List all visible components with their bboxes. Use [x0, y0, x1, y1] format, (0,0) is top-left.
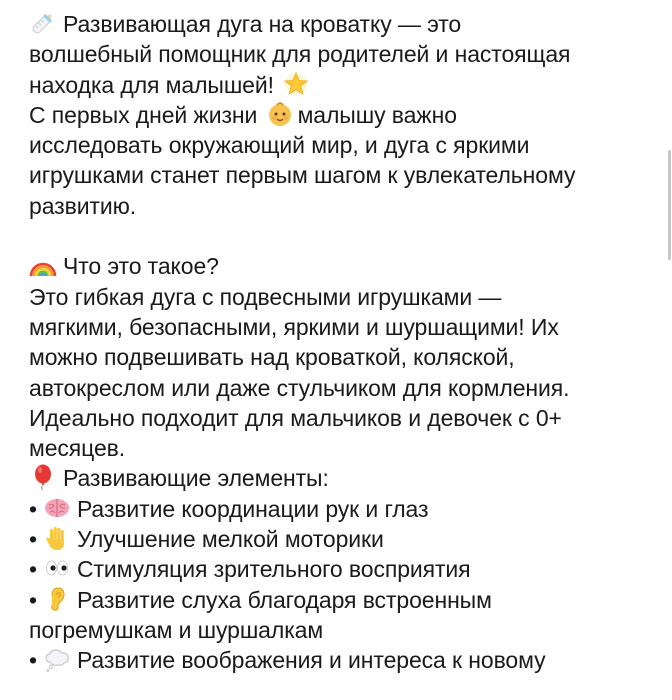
elements-heading-line [29, 463, 654, 493]
eyes-icon [43, 554, 71, 582]
intro-line-3 [29, 70, 654, 100]
what-is-heading: Что это такое? [63, 253, 219, 280]
thought-bubble-icon [43, 645, 71, 673]
intro-line-7: развитию. [29, 192, 137, 219]
list-item-continuation: погремушкам и шуршалкам [29, 616, 324, 643]
list-item [29, 524, 654, 554]
intro-line-4 [29, 100, 654, 130]
bullet: • [29, 586, 37, 613]
list-item [29, 585, 654, 615]
bullet: • [29, 647, 37, 674]
list-item [29, 494, 654, 524]
balloon-icon [29, 463, 57, 491]
intro-line-5: исследовать окружающий мир, и дуга с яркими [29, 132, 530, 159]
what-is-heading-line [29, 251, 654, 281]
what-is-line-4: автокреслом или даже стульчиком для кормления. [29, 374, 570, 401]
list-item-text: Развитие слуха благодаря встроенным [76, 586, 492, 613]
what-is-line-3: можно подвешивать над кроваткой, коляской, [29, 344, 515, 371]
what-is-line-5: Идеально подходит для мальчиков и девочек с 0+ [29, 404, 562, 431]
raised-hand-icon [43, 524, 71, 552]
intro-text-4a: С первых дней жизни [29, 101, 258, 128]
elements-heading: Развивающие элементы: [63, 465, 329, 492]
what-is-line-1: Это гибкая дуга с подвесными игрушками — [29, 283, 502, 310]
intro-text-3: находка для малышей! [29, 71, 274, 98]
what-is-line-2: мягкими, безопасными, яркими и шуршащими! Их [29, 313, 559, 340]
paragraph-gap [29, 221, 654, 251]
post-body [29, 9, 654, 676]
bullet: • [29, 556, 37, 583]
baby-bottle-icon [29, 9, 57, 37]
intro-text-4b: малышу важно [297, 101, 457, 128]
rainbow-icon [29, 251, 57, 279]
bullet: • [29, 526, 37, 553]
list-item-text: Улучшение мелкой моторики [76, 526, 384, 553]
scrollbar-thumb[interactable] [668, 150, 671, 260]
intro-line-2: волшебный помощник для родителей и настоящая [29, 41, 571, 68]
intro-text-1: Развивающая дуга на кроватку — это [63, 11, 462, 37]
what-is-line-6: месяцев. [29, 435, 126, 462]
baby-face-icon [266, 100, 294, 128]
list-item-text: Стимуляция зрительного восприятия [76, 556, 471, 583]
list-item-text: Развитие координации рук и глаз [76, 495, 429, 522]
intro-line-1 [29, 9, 654, 39]
bullet: • [29, 495, 37, 522]
scrollbar[interactable] [666, 0, 672, 700]
glowing-star-icon [282, 70, 310, 98]
brain-icon [43, 494, 71, 522]
list-item [29, 645, 654, 675]
intro-line-6: игрушками станет первым шагом к увлекательному [29, 162, 576, 189]
list-item [29, 554, 654, 584]
list-item-text: Развитие воображения и интереса к новому [76, 647, 546, 674]
ear-icon [43, 585, 71, 613]
